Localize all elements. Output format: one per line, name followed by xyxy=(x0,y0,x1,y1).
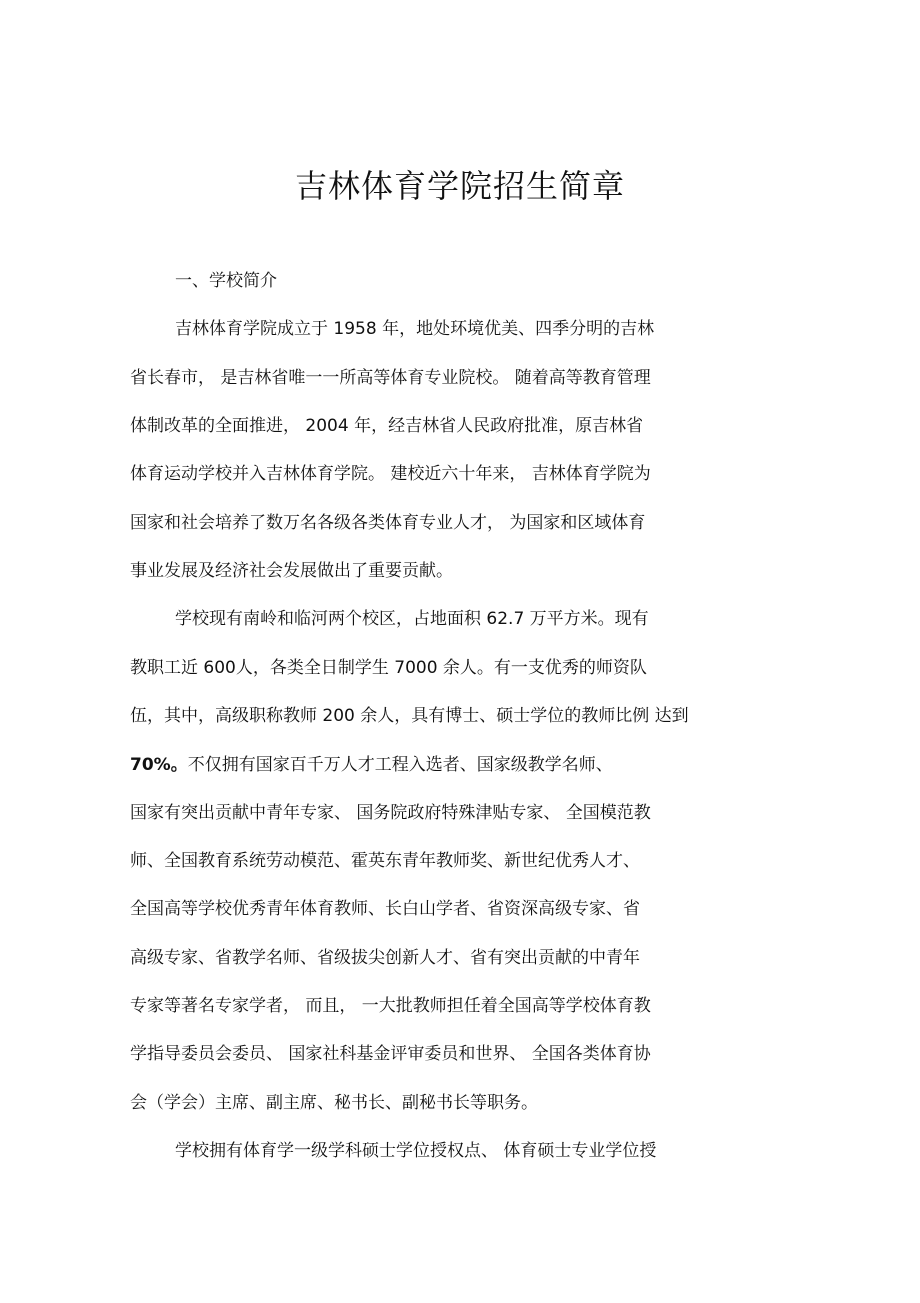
document-title: 吉林体育学院招生简章 xyxy=(294,167,625,205)
percent-value: 70%。 xyxy=(130,755,188,775)
paragraph-line: 事业发展及经济社会发展做出了重要贡献。 xyxy=(130,561,453,581)
paragraph-line: 国家和社会培养了数万名各级各类体育专业人才， 为国家和区域体育 xyxy=(130,513,646,533)
paragraph-line: 会（学会）主席、副主席、秘书长、副秘书长等职务。 xyxy=(130,1093,538,1113)
paragraph-line: 体育运动学校并入吉林体育学院。 建校近六十年来， 吉林体育学院为 xyxy=(130,464,651,484)
paragraph-line xyxy=(130,753,613,777)
paragraph-line: 学指导委员会委员、 国家社科基金评审委员和世界、 全国各类体育协 xyxy=(130,1044,651,1064)
paragraph-line: 体制改革的全面推进， 2004 年，经吉林省人民政府批准，原吉林省 xyxy=(130,416,644,436)
paragraph-line: 伍，其中，高级职称教师 200 余人，具有博士、硕士学位的教师比例 达到 xyxy=(130,706,689,726)
paragraph-line: 高级专家、省教学名师、省级拔尖创新人才、省有突出贡献的中青年 xyxy=(130,948,640,968)
paragraph-line: 国家有突出贡献中青年专家、 国务院政府特殊津贴专家、 全国模范教 xyxy=(130,803,651,823)
paragraph-line: 全国高等学校优秀青年体育教师、长白山学者、省资深高级专家、省 xyxy=(130,899,640,919)
paragraph-line: 省长春市， 是吉林省唯一一所高等体育专业院校。 随着高等教育管理 xyxy=(130,368,651,388)
paragraph-line: 师、全国教育系统劳动模范、霍英东青年教师奖、新世纪优秀人才、 xyxy=(130,851,640,871)
paragraph-line: 吉林体育学院成立于 1958 年，地处环境优美、四季分明的吉林 xyxy=(175,319,655,339)
line-text: 不仅拥有国家百千万人才工程入选者、国家级教学名师、 xyxy=(187,755,613,775)
paragraph-line: 教职工近 600人，各类全日制学生 7000 余人。有一支优秀的师资队 xyxy=(130,658,647,678)
paragraph-line: 学校拥有体育学一级学科硕士学位授权点、 体育硕士专业学位授 xyxy=(175,1141,657,1161)
paragraph-line: 学校现有南岭和临河两个校区，占地面积 62.7 万平方米。现有 xyxy=(175,609,649,629)
section-heading: 一、学校简介 xyxy=(175,271,277,291)
paragraph-line: 专家等著名专家学者， 而且， 一大批教师担任着全国高等学校体育教 xyxy=(130,996,651,1016)
